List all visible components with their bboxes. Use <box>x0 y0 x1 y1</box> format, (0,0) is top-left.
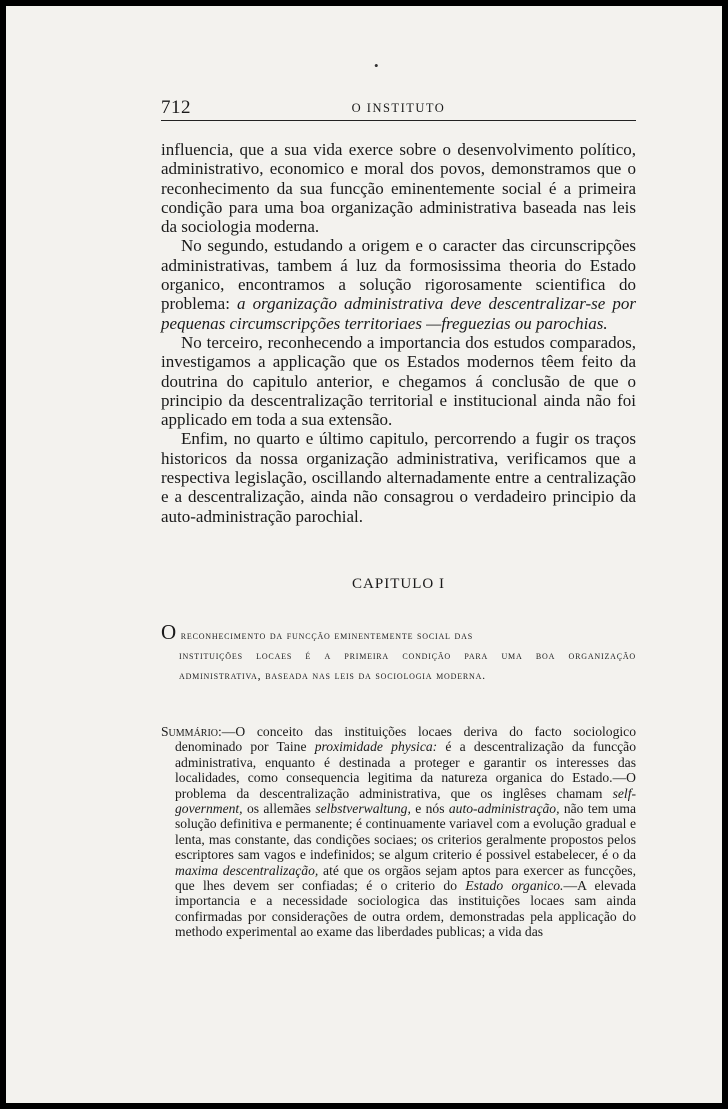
summary-part: :—O conceito das instituições locaes deriva do facto sociologico denominado por Taine <box>175 724 636 755</box>
summary-part: e nós <box>410 801 449 817</box>
summary-part: não tem uma solução definitiva e permanente; é continuamente variavel com a evolução gradual e lenta, mas constante, das condições sociaes; os criterios geralmente propostos pelos escriptores sam vagos e indefinidos; se algum criterio é possivel estabelecer, é o da <box>175 801 636 863</box>
summary-part: é a descentralização da funcção administrativa, enquanto é destinada a proteger e garantir os interesses das localidades, como consequencia legitima da natureza organica do Estado.—O problema da descentralização administrativa, que os inglêses chamam <box>175 739 636 801</box>
body-text <box>161 140 636 526</box>
summary-label: Summário <box>161 724 219 739</box>
book-page <box>6 6 722 1103</box>
chapter-summary <box>161 724 636 940</box>
summary-italic: auto-administração, <box>448 801 560 817</box>
paragraph-4: Enfim, no quarto e último capitulo, percorrendo a fugir os traços historicos da nossa organização administrativa, verificamos que a respectiva legislação, oscillando alternadamente entre a centralização e a descentralização, ainda não consagrou o verdadeiro principio da auto-administração parochial. <box>161 429 636 526</box>
summary-part: —A elevada importancia e a necessidade sociologica das instituições locaes sam ainda confirmadas por considerações de outra ordem, demonstradas pela applicação do methodo experimental ao exame das liberdades publicas; a vida das <box>175 878 636 940</box>
chapter-title <box>161 622 636 685</box>
paragraph-2-text: No segundo, estudando a origem e o caracter das circunscripções administrativas, tambem á luz da formosissima theoria do Estado organico, encontramos a solução rigorosamente scientifica do problema: <box>161 236 636 314</box>
print-mark: • <box>374 58 379 73</box>
paragraph-3: No terceiro, reconhecendo a importancia dos estudos comparados, investigamos a applicação que os Estados modernos têem feito da doutrina do capitulo anterior, e chegamos á conclusão de que o principio da descentralização territorial e institucional ainda não foi applicado em toda a sua extensão. <box>161 332 636 430</box>
summary-italic: proximidade physica: <box>314 739 438 755</box>
chapter-title-continuation: instituições locaes é a primeira condição para uma boa organização administrativa, baseada nas leis da sociologia moderna. <box>179 648 636 682</box>
running-title: O INSTITUTO <box>351 101 446 115</box>
summary-italic: maxima descentralização, <box>175 862 319 878</box>
summary-part: até que os orgãos sejam aptos para exercer as funcções, que lhes devem ser confiadas; é o criterio do <box>175 862 636 894</box>
chapter-heading: CAPITULO I <box>352 576 445 592</box>
summary-italic: selbstverwaltung, <box>315 801 411 817</box>
page-header <box>161 96 636 121</box>
summary-part: os allemães <box>242 801 316 817</box>
paragraph-2-italic: a organização administrativa deve descentralizar-se por pequenas circumscripções territoriaes —freguezias ou parochias. <box>161 294 636 333</box>
summary-italic: Estado organico. <box>465 878 564 894</box>
summary-italic: self-government, <box>175 785 636 817</box>
summary-text <box>161 724 636 940</box>
chapter-title-initial: O <box>161 620 177 644</box>
paragraph-1: influencia, que a sua vida exerce sobre o desenvolvimento político, administrativo, economico e moral dos povos, demonstramos que o reconhecimento da sua funcção eminentemente social é a primeira condição para uma boa organização administrativa baseada nas leis da sociologia moderna. <box>161 140 636 237</box>
page-number: 712 <box>161 97 191 118</box>
paragraph-2 <box>161 236 636 332</box>
chapter-title-first-line: reconhecimento da funcção eminentemente social das <box>176 628 473 642</box>
